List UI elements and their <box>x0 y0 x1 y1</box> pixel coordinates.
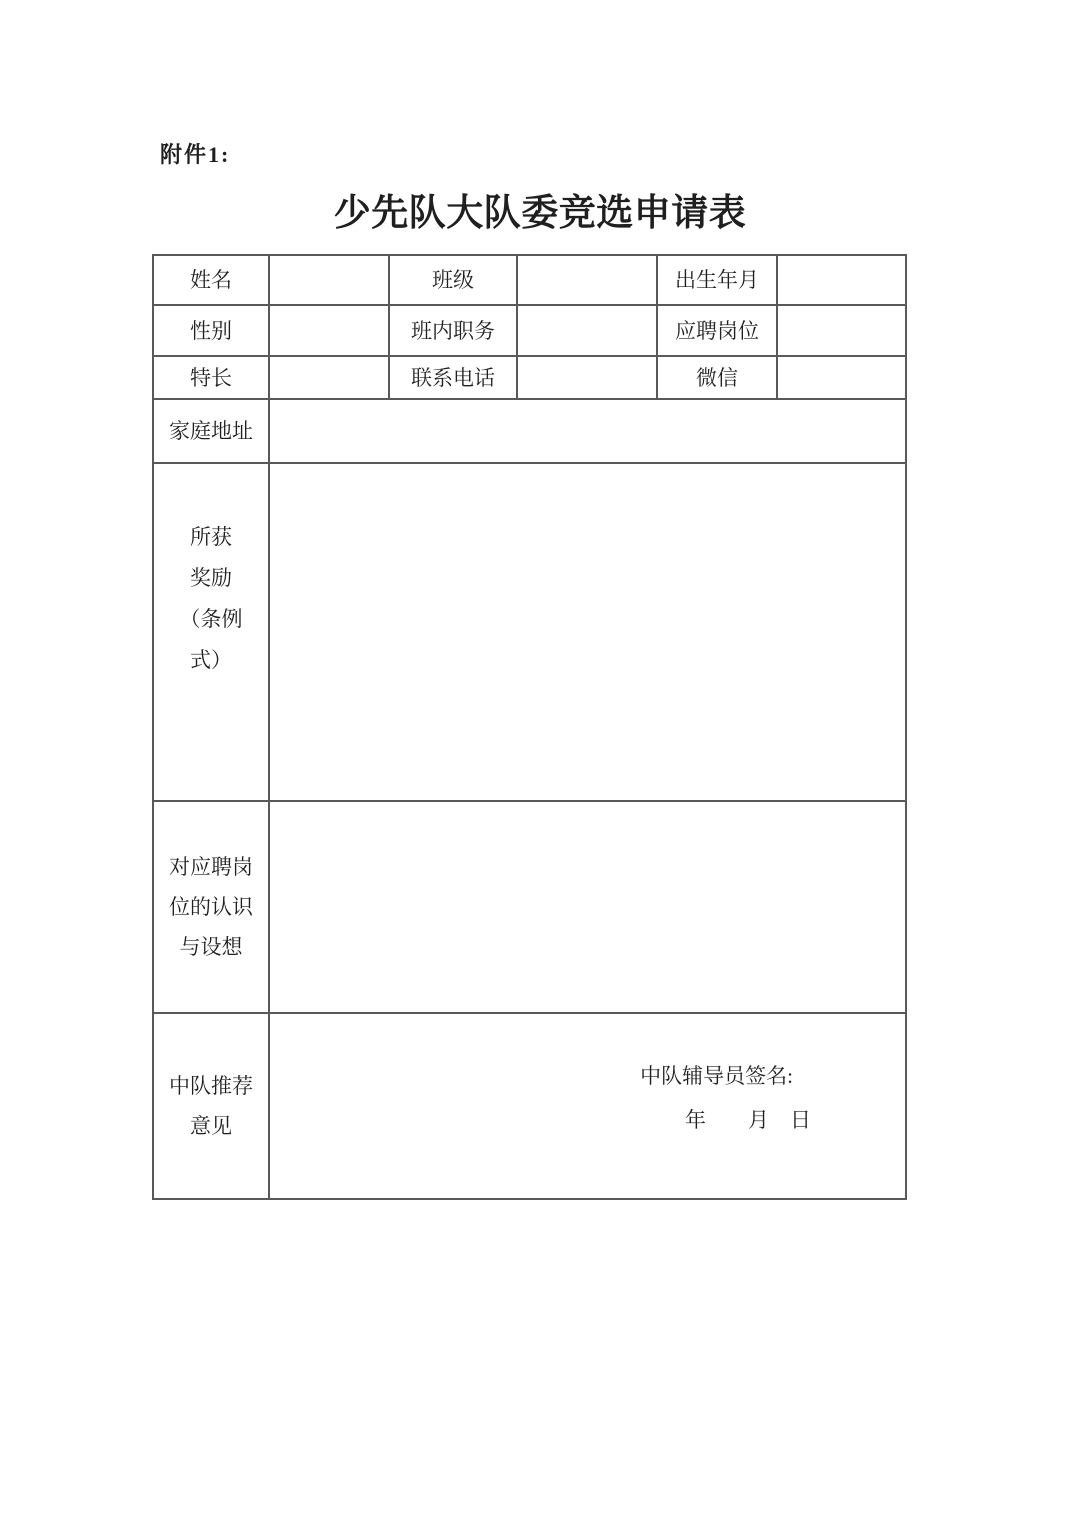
wechat-input-cell[interactable] <box>777 356 906 399</box>
applied-position-input-cell[interactable] <box>777 305 906 356</box>
awards-input-cell[interactable] <box>269 463 906 801</box>
table-row <box>153 305 906 356</box>
position-understanding-input-cell[interactable] <box>269 801 906 1013</box>
gender-label: 性别 <box>153 305 269 356</box>
position-understanding-label-line-3: 与设想 <box>179 935 243 959</box>
position-understanding-label-line-1: 对应聘岗 <box>169 855 253 879</box>
awards-label <box>153 463 269 801</box>
awards-label-line-4: 式） <box>190 648 232 672</box>
recommendation-input-cell[interactable] <box>269 1013 906 1199</box>
class-position-input-cell[interactable] <box>517 305 657 356</box>
phone-label: 联系电话 <box>389 356 517 399</box>
recommendation-label-line-2: 意见 <box>190 1114 232 1138</box>
page-title: 少先队大队委竞选申请表 <box>333 193 747 234</box>
table-row <box>153 356 906 399</box>
table-row <box>153 399 906 463</box>
counselor-signature-label: 中队辅导员签名: <box>640 1064 793 1088</box>
awards-label-line-3: （条例 <box>179 607 243 631</box>
table-row <box>153 801 906 1013</box>
date-label: 年 月 日 <box>685 1108 811 1132</box>
attachment-label: 附件1: <box>160 142 231 167</box>
birth-date-label: 出生年月 <box>657 255 777 305</box>
table-row <box>153 255 906 305</box>
recommendation-label <box>153 1013 269 1199</box>
class-label: 班级 <box>389 255 517 305</box>
application-form-table <box>152 254 907 1200</box>
phone-input-cell[interactable] <box>517 356 657 399</box>
recommendation-label-line-1: 中队推荐 <box>169 1074 253 1098</box>
position-understanding-label <box>153 801 269 1013</box>
home-address-label: 家庭地址 <box>153 399 269 463</box>
applied-position-label: 应聘岗位 <box>657 305 777 356</box>
name-input-cell[interactable] <box>269 255 389 305</box>
class-input-cell[interactable] <box>517 255 657 305</box>
awards-label-line-1: 所获 <box>190 525 232 549</box>
specialty-input-cell[interactable] <box>269 356 389 399</box>
birth-date-input-cell[interactable] <box>777 255 906 305</box>
specialty-label: 特长 <box>153 356 269 399</box>
position-understanding-label-line-2: 位的认识 <box>169 895 253 919</box>
gender-input-cell[interactable] <box>269 305 389 356</box>
table-row <box>153 463 906 801</box>
home-address-input-cell[interactable] <box>269 399 906 463</box>
class-position-label: 班内职务 <box>389 305 517 356</box>
awards-label-line-2: 奖励 <box>190 566 232 590</box>
table-row <box>153 1013 906 1199</box>
wechat-label: 微信 <box>657 356 777 399</box>
name-label: 姓名 <box>153 255 269 305</box>
